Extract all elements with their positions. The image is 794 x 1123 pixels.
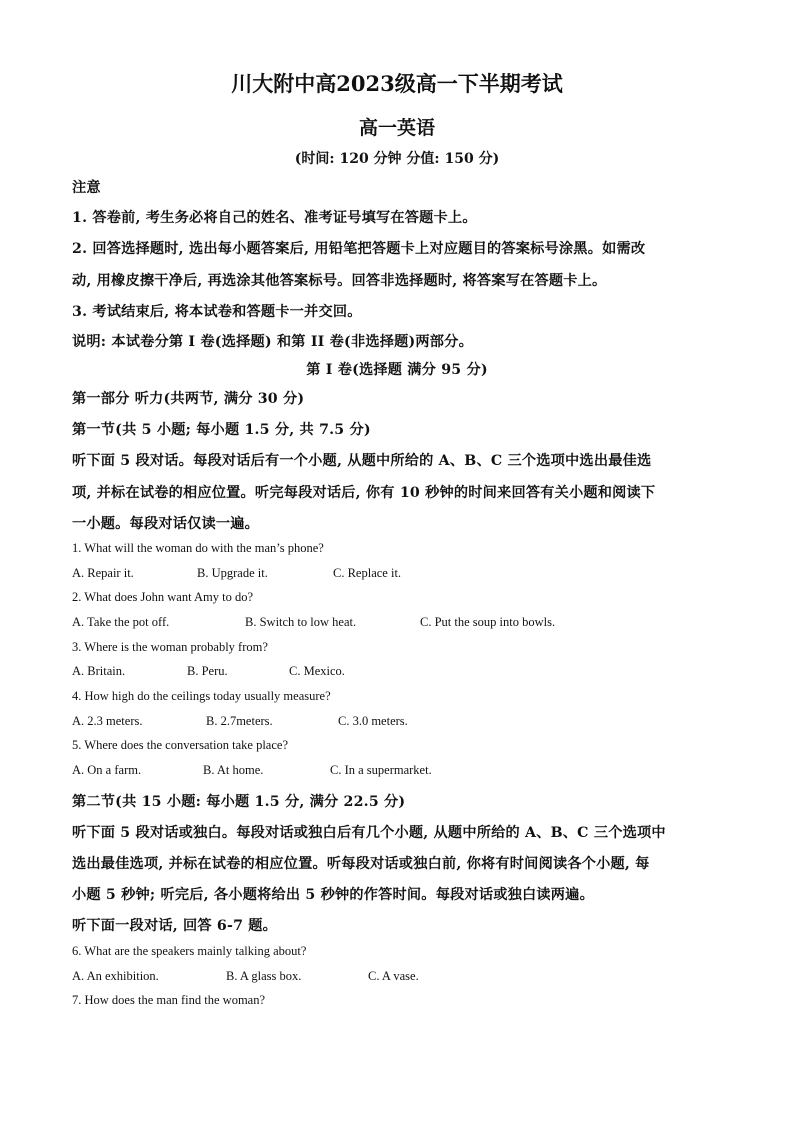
option-c: C. A vase.: [368, 969, 419, 983]
option-c: C. Put the soup into bowls.: [420, 615, 556, 629]
section-instruction: 听下面 5 段对话。每段对话后有一个小题, 从题中所给的 A、B、C 三个选项中选出最佳选: [72, 453, 652, 469]
question: 7. How does the man find the woman?: [72, 993, 266, 1007]
option-b: B. At home.: [203, 763, 264, 777]
time-score: (时间: 120 分钟 分值: 150 分): [294, 151, 500, 167]
option-a: A. On a farm.: [72, 763, 142, 777]
section-heading: 第一节(共 5 小题; 每小题 1.5 分, 共 7.5 分): [72, 422, 371, 438]
section-instruction: 项, 并标在试卷的相应位置。听完每段对话后, 你有 10 秒钟的时间来回答有关小题和阅读下: [72, 485, 656, 501]
option-a: A. Britain.: [72, 664, 126, 678]
subject-title: 高一英语: [358, 117, 435, 139]
explanation: 说明: 本试卷分第 I 卷(选择题) 和第 II 卷(非选择题)两部分。: [72, 334, 473, 350]
note-item: 3. 考试结束后, 将本试卷和答题卡一并交回。: [72, 304, 362, 320]
section-instruction: 选出最佳选项, 并标在试卷的相应位置。听每段对话或独白前, 你将有时间阅读各个小题, 每: [72, 856, 650, 872]
option-b: B. Switch to low heat.: [245, 615, 357, 629]
question: 1. What will the woman do with the man’s phone?: [72, 541, 324, 555]
note-item: 1. 答卷前, 考生务必将自己的姓名、准考证号填写在答题卡上。: [72, 210, 477, 226]
question: 3. Where is the woman probably from?: [72, 640, 268, 654]
question: 2. What does John want Amy to do?: [72, 590, 253, 604]
question: 6. What are the speakers mainly talking about?: [72, 944, 307, 958]
notes-heading: 注意: [72, 180, 101, 196]
option-a: A. Repair it.: [72, 566, 134, 580]
option-b: B. Peru.: [187, 664, 228, 678]
section-instruction: 小题 5 秒钟; 听完后, 各小题将给出 5 秒钟的作答时间。每段对话或独白读两遍。: [72, 887, 594, 903]
option-a: A. 2.3 meters.: [72, 714, 143, 728]
sub-instruction: 听下面一段对话, 回答 6-7 题。: [72, 918, 278, 934]
option-a: A. An exhibition.: [72, 969, 159, 983]
option-c: C. Replace it.: [333, 566, 402, 580]
option-b: B. Upgrade it.: [197, 566, 268, 580]
option-c: C. 3.0 meters.: [338, 714, 408, 728]
section-instruction: 听下面 5 段对话或独白。每段对话或独白后有几个小题, 从题中所给的 A、B、C 三个选项中: [72, 825, 666, 841]
question: 5. Where does the conversation take place?: [72, 738, 288, 752]
option-a: A. Take the pot off.: [72, 615, 170, 629]
section-heading: 第二节(共 15 小题: 每小题 1.5 分, 满分 22.5 分): [72, 794, 406, 810]
question: 4. How high do the ceilings today usually measure?: [72, 689, 331, 703]
option-b: B. 2.7meters.: [206, 714, 273, 728]
option-c: C. Mexico.: [289, 664, 345, 678]
exam-title: 川大附中高2023级高一下半期考试: [231, 71, 563, 96]
volume-heading: 第 I 卷(选择题 满分 95 分): [306, 362, 488, 378]
section-instruction: 一小题。每段对话仅读一遍。: [72, 516, 260, 532]
part-heading: 第一部分 听力(共两节, 满分 30 分): [72, 391, 305, 407]
note-item: 动, 用橡皮擦干净后, 再选涂其他答案标号。回答非选择题时, 将答案写在答题卡上。: [72, 273, 607, 289]
option-b: B. A glass box.: [226, 969, 302, 983]
note-item: 2. 回答选择题时, 选出每小题答案后, 用铅笔把答题卡上对应题目的答案标号涂黑。如需改: [72, 241, 646, 257]
option-c: C. In a supermarket.: [330, 763, 432, 777]
